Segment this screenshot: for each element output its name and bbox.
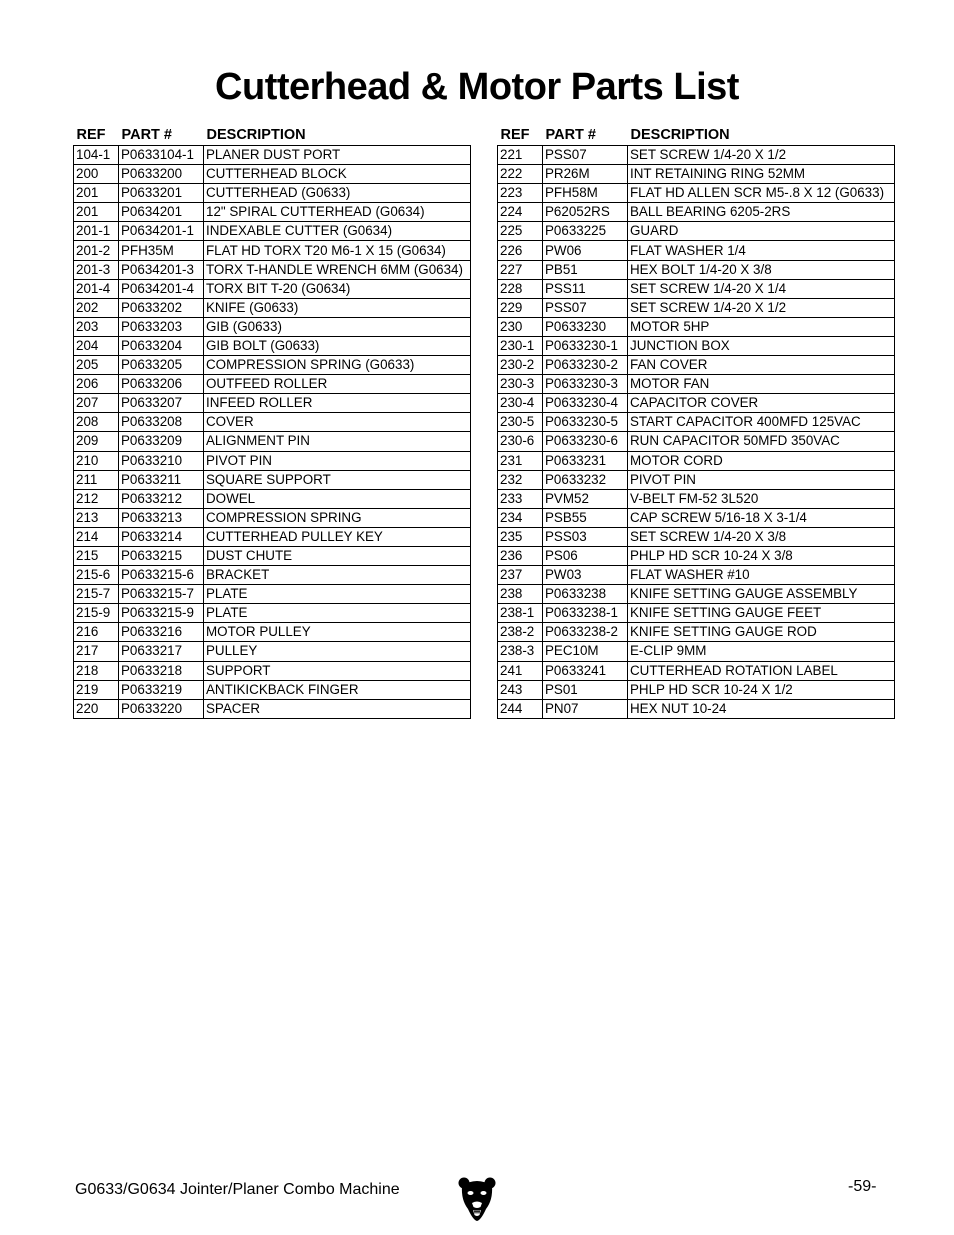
cell-description: COVER	[204, 413, 471, 432]
cell-part-number: P0633203	[119, 317, 204, 336]
table-row	[498, 241, 895, 260]
cell-ref: 212	[74, 489, 119, 508]
cell-part-number: P0633104-1	[119, 146, 204, 165]
cell-part-number: PSB55	[543, 508, 628, 527]
table-row	[74, 336, 471, 355]
cell-ref: 238-1	[498, 604, 543, 623]
cell-description: MOTOR 5HP	[628, 317, 895, 336]
cell-ref: 222	[498, 165, 543, 184]
cell-ref: 236	[498, 546, 543, 565]
table-row	[498, 699, 895, 718]
cell-part-number: PVM52	[543, 489, 628, 508]
cell-part-number: P0633201	[119, 184, 204, 203]
table-row	[498, 184, 895, 203]
cell-ref: 201	[74, 203, 119, 222]
cell-description: PHLP HD SCR 10-24 X 1/2	[628, 680, 895, 699]
cell-description: GIB (G0633)	[204, 317, 471, 336]
cell-description: FAN COVER	[628, 356, 895, 375]
cell-ref: 205	[74, 356, 119, 375]
cell-ref: 216	[74, 623, 119, 642]
cell-description: PULLEY	[204, 642, 471, 661]
cell-part-number: PSS07	[543, 298, 628, 317]
cell-part-number: P0633241	[543, 661, 628, 680]
cell-part-number: PFH35M	[119, 241, 204, 260]
cell-description: KNIFE (G0633)	[204, 298, 471, 317]
bear-head-icon	[457, 1176, 497, 1222]
cell-description: RUN CAPACITOR 50MFD 350VAC	[628, 432, 895, 451]
table-row	[498, 623, 895, 642]
cell-ref: 230-4	[498, 394, 543, 413]
column-header-description: DESCRIPTION	[630, 127, 730, 143]
cell-ref: 230-1	[498, 336, 543, 355]
cell-description: HEX BOLT 1/4-20 X 3/8	[628, 260, 895, 279]
cell-description: MOTOR CORD	[628, 451, 895, 470]
cell-part-number: PEC10M	[543, 642, 628, 661]
cell-ref: 223	[498, 184, 543, 203]
cell-part-number: P0633231	[543, 451, 628, 470]
cell-part-number: P0633206	[119, 375, 204, 394]
table-row	[74, 451, 471, 470]
table-row	[74, 623, 471, 642]
table-row	[498, 680, 895, 699]
table-row	[498, 661, 895, 680]
cell-description: 12" SPIRAL CUTTERHEAD (G0634)	[204, 203, 471, 222]
cell-ref: 201	[74, 184, 119, 203]
cell-ref: 227	[498, 260, 543, 279]
table-row	[498, 508, 895, 527]
page-title: Cutterhead & Motor Parts List	[215, 66, 739, 108]
table-row	[74, 508, 471, 527]
cell-part-number: PB51	[543, 260, 628, 279]
cell-description: CUTTERHEAD (G0633)	[204, 184, 471, 203]
cell-part-number: P0634201-1	[119, 222, 204, 241]
cell-part-number: P0633205	[119, 356, 204, 375]
cell-description: SPACER	[204, 699, 471, 718]
cell-ref: 210	[74, 451, 119, 470]
table-row	[74, 279, 471, 298]
cell-part-number: PS01	[543, 680, 628, 699]
cell-ref: 200	[74, 165, 119, 184]
cell-ref: 201-4	[74, 279, 119, 298]
parts-table-right-body	[498, 146, 895, 719]
table-row	[74, 222, 471, 241]
cell-part-number: P0633200	[119, 165, 204, 184]
cell-description: V-BELT FM-52 3L520	[628, 489, 895, 508]
cell-ref: 213	[74, 508, 119, 527]
cell-part-number: P0633215-7	[119, 585, 204, 604]
table-row	[498, 546, 895, 565]
cell-part-number: PS06	[543, 546, 628, 565]
cell-description: CUTTERHEAD ROTATION LABEL	[628, 661, 895, 680]
table-row	[498, 222, 895, 241]
table-row	[74, 432, 471, 451]
cell-description: COMPRESSION SPRING	[204, 508, 471, 527]
table-row	[74, 146, 471, 165]
cell-description: SQUARE SUPPORT	[204, 470, 471, 489]
cell-ref: 204	[74, 336, 119, 355]
cell-part-number: P0633232	[543, 470, 628, 489]
cell-description: FLAT WASHER 1/4	[628, 241, 895, 260]
cell-description: PLATE	[204, 585, 471, 604]
cell-part-number: P0633215-6	[119, 566, 204, 585]
cell-description: E-CLIP 9MM	[628, 642, 895, 661]
cell-part-number: PFH58M	[543, 184, 628, 203]
cell-part-number: P0633220	[119, 699, 204, 718]
cell-part-number: P0633230	[543, 317, 628, 336]
cell-ref: 214	[74, 527, 119, 546]
cell-part-number: PSS03	[543, 527, 628, 546]
cell-description: ALIGNMENT PIN	[204, 432, 471, 451]
cell-part-number: P0633209	[119, 432, 204, 451]
table-row	[498, 203, 895, 222]
cell-description: KNIFE SETTING GAUGE FEET	[628, 604, 895, 623]
cell-description: CUTTERHEAD BLOCK	[204, 165, 471, 184]
cell-part-number: P0633202	[119, 298, 204, 317]
table-row	[498, 394, 895, 413]
cell-part-number: P0633212	[119, 489, 204, 508]
cell-part-number: P0633238-1	[543, 604, 628, 623]
cell-description: KNIFE SETTING GAUGE ASSEMBLY	[628, 585, 895, 604]
cell-description: BALL BEARING 6205-2RS	[628, 203, 895, 222]
cell-ref: 221	[498, 146, 543, 165]
cell-ref: 206	[74, 375, 119, 394]
table-row	[74, 699, 471, 718]
cell-ref: 226	[498, 241, 543, 260]
table-row	[498, 432, 895, 451]
cell-part-number: PR26M	[543, 165, 628, 184]
table-row	[74, 298, 471, 317]
cell-part-number: P0633210	[119, 451, 204, 470]
cell-ref: 215-6	[74, 566, 119, 585]
cell-description: GIB BOLT (G0633)	[204, 336, 471, 355]
cell-part-number: P0633208	[119, 413, 204, 432]
table-row	[498, 146, 895, 165]
cell-ref: 220	[74, 699, 119, 718]
cell-description: FLAT WASHER #10	[628, 566, 895, 585]
cell-part-number: P0633230-6	[543, 432, 628, 451]
table-row	[498, 279, 895, 298]
parts-table-left-body	[74, 146, 471, 719]
cell-ref: 207	[74, 394, 119, 413]
cell-description: SET SCREW 1/4-20 X 1/2	[628, 298, 895, 317]
table-row	[74, 165, 471, 184]
table-row	[74, 642, 471, 661]
parts-table-left	[73, 122, 471, 719]
table-row	[74, 546, 471, 565]
cell-description: FLAT HD ALLEN SCR M5-.8 X 12 (G0633)	[628, 184, 895, 203]
table-row	[498, 489, 895, 508]
cell-ref: 238-2	[498, 623, 543, 642]
cell-ref: 233	[498, 489, 543, 508]
table-row	[498, 298, 895, 317]
table-row	[498, 413, 895, 432]
cell-description: JUNCTION BOX	[628, 336, 895, 355]
cell-part-number: P0633230-3	[543, 375, 628, 394]
cell-description: SET SCREW 1/4-20 X 3/8	[628, 527, 895, 546]
cell-ref: 202	[74, 298, 119, 317]
cell-description: PIVOT PIN	[628, 470, 895, 489]
cell-description: MOTOR PULLEY	[204, 623, 471, 642]
cell-ref: 228	[498, 279, 543, 298]
table-row	[498, 604, 895, 623]
cell-description: ANTIKICKBACK FINGER	[204, 680, 471, 699]
cell-ref: 203	[74, 317, 119, 336]
cell-ref: 238-3	[498, 642, 543, 661]
cell-ref: 224	[498, 203, 543, 222]
cell-ref: 215	[74, 546, 119, 565]
cell-description: MOTOR FAN	[628, 375, 895, 394]
table-row	[498, 451, 895, 470]
table-row	[498, 260, 895, 279]
cell-part-number: PSS11	[543, 279, 628, 298]
cell-ref: 230-2	[498, 356, 543, 375]
table-row	[74, 317, 471, 336]
cell-description: SET SCREW 1/4-20 X 1/2	[628, 146, 895, 165]
page-number: -59-	[848, 1178, 877, 1195]
cell-ref: 218	[74, 661, 119, 680]
cell-part-number: P0633215-9	[119, 604, 204, 623]
cell-part-number: P0633214	[119, 527, 204, 546]
cell-part-number: P0633215	[119, 546, 204, 565]
cell-ref: 229	[498, 298, 543, 317]
cell-part-number: P0633213	[119, 508, 204, 527]
table-header-row	[74, 122, 471, 146]
table-row	[74, 356, 471, 375]
cell-ref: 237	[498, 566, 543, 585]
table-row	[498, 470, 895, 489]
cell-part-number: P0634201-3	[119, 260, 204, 279]
table-row	[74, 375, 471, 394]
cell-part-number: P0633217	[119, 642, 204, 661]
table-row	[74, 585, 471, 604]
table-row	[74, 241, 471, 260]
table-row	[74, 203, 471, 222]
table-row	[74, 413, 471, 432]
cell-ref: 230-3	[498, 375, 543, 394]
table-row	[74, 680, 471, 699]
cell-ref: 201-2	[74, 241, 119, 260]
cell-description: DOWEL	[204, 489, 471, 508]
column-header-ref: REF	[76, 127, 106, 143]
cell-description: PIVOT PIN	[204, 451, 471, 470]
column-header-part: PART #	[121, 127, 172, 143]
cell-ref: 243	[498, 680, 543, 699]
table-row	[498, 317, 895, 336]
cell-part-number: P0633238-2	[543, 623, 628, 642]
cell-ref: 241	[498, 661, 543, 680]
cell-ref: 201-3	[74, 260, 119, 279]
cell-description: TORX T-HANDLE WRENCH 6MM (G0634)	[204, 260, 471, 279]
cell-part-number: P0633230-5	[543, 413, 628, 432]
cell-description: SET SCREW 1/4-20 X 1/4	[628, 279, 895, 298]
cell-ref: 104-1	[74, 146, 119, 165]
cell-description: KNIFE SETTING GAUGE ROD	[628, 623, 895, 642]
cell-ref: 231	[498, 451, 543, 470]
cell-part-number: P0633207	[119, 394, 204, 413]
cell-part-number: P0633225	[543, 222, 628, 241]
cell-ref: 211	[74, 470, 119, 489]
cell-ref: 215-7	[74, 585, 119, 604]
cell-ref: 234	[498, 508, 543, 527]
cell-part-number: P0633230-2	[543, 356, 628, 375]
cell-ref: 208	[74, 413, 119, 432]
cell-description: CUTTERHEAD PULLEY KEY	[204, 527, 471, 546]
parts-table-right	[497, 122, 895, 719]
cell-description: GUARD	[628, 222, 895, 241]
cell-part-number: P0633211	[119, 470, 204, 489]
table-row	[74, 489, 471, 508]
cell-part-number: PW03	[543, 566, 628, 585]
table-row	[498, 336, 895, 355]
cell-part-number: P0633219	[119, 680, 204, 699]
table-row	[74, 661, 471, 680]
table-row	[74, 394, 471, 413]
cell-description: SUPPORT	[204, 661, 471, 680]
cell-description: OUTFEED ROLLER	[204, 375, 471, 394]
footer-model-text: G0633/G0634 Jointer/Planer Combo Machine	[75, 1181, 400, 1198]
table-row	[74, 260, 471, 279]
cell-ref: 217	[74, 642, 119, 661]
cell-part-number: P0633216	[119, 623, 204, 642]
table-row	[498, 566, 895, 585]
table-row	[498, 375, 895, 394]
table-header-row	[498, 122, 895, 146]
cell-ref: 219	[74, 680, 119, 699]
table-row	[498, 585, 895, 604]
cell-description: INFEED ROLLER	[204, 394, 471, 413]
table-row	[74, 566, 471, 585]
cell-ref: 201-1	[74, 222, 119, 241]
cell-part-number: P62052RS	[543, 203, 628, 222]
cell-description: FLAT HD TORX T20 M6-1 X 15 (G0634)	[204, 241, 471, 260]
cell-description: INDEXABLE CUTTER (G0634)	[204, 222, 471, 241]
cell-ref: 230-5	[498, 413, 543, 432]
cell-description: TORX BIT T-20 (G0634)	[204, 279, 471, 298]
cell-description: START CAPACITOR 400MFD 125VAC	[628, 413, 895, 432]
cell-part-number: PSS07	[543, 146, 628, 165]
cell-description: COMPRESSION SPRING (G0633)	[204, 356, 471, 375]
cell-ref: 230	[498, 317, 543, 336]
table-row	[74, 604, 471, 623]
cell-part-number: P0634201-4	[119, 279, 204, 298]
cell-description: HEX NUT 10-24	[628, 699, 895, 718]
column-header-part: PART #	[545, 127, 596, 143]
cell-description: PLANER DUST PORT	[204, 146, 471, 165]
cell-description: INT RETAINING RING 52MM	[628, 165, 895, 184]
cell-description: DUST CHUTE	[204, 546, 471, 565]
table-row	[498, 356, 895, 375]
cell-part-number: P0633204	[119, 336, 204, 355]
cell-ref: 244	[498, 699, 543, 718]
cell-part-number: P0633218	[119, 661, 204, 680]
table-row	[74, 184, 471, 203]
cell-ref: 232	[498, 470, 543, 489]
cell-ref: 235	[498, 527, 543, 546]
cell-ref: 225	[498, 222, 543, 241]
table-row	[498, 165, 895, 184]
column-header-description: DESCRIPTION	[206, 127, 306, 143]
cell-description: CAP SCREW 5/16-18 X 3-1/4	[628, 508, 895, 527]
cell-part-number: PN07	[543, 699, 628, 718]
cell-ref: 238	[498, 585, 543, 604]
cell-part-number: P0634201	[119, 203, 204, 222]
cell-ref: 230-6	[498, 432, 543, 451]
cell-part-number: P0633238	[543, 585, 628, 604]
table-row	[498, 527, 895, 546]
cell-part-number: PW06	[543, 241, 628, 260]
cell-ref: 215-9	[74, 604, 119, 623]
column-header-ref: REF	[500, 127, 530, 143]
cell-description: PLATE	[204, 604, 471, 623]
table-row	[498, 642, 895, 661]
table-row	[74, 527, 471, 546]
cell-ref: 209	[74, 432, 119, 451]
cell-description: BRACKET	[204, 566, 471, 585]
cell-part-number: P0633230-1	[543, 336, 628, 355]
cell-description: CAPACITOR COVER	[628, 394, 895, 413]
cell-part-number: P0633230-4	[543, 394, 628, 413]
cell-description: PHLP HD SCR 10-24 X 3/8	[628, 546, 895, 565]
table-row	[74, 470, 471, 489]
